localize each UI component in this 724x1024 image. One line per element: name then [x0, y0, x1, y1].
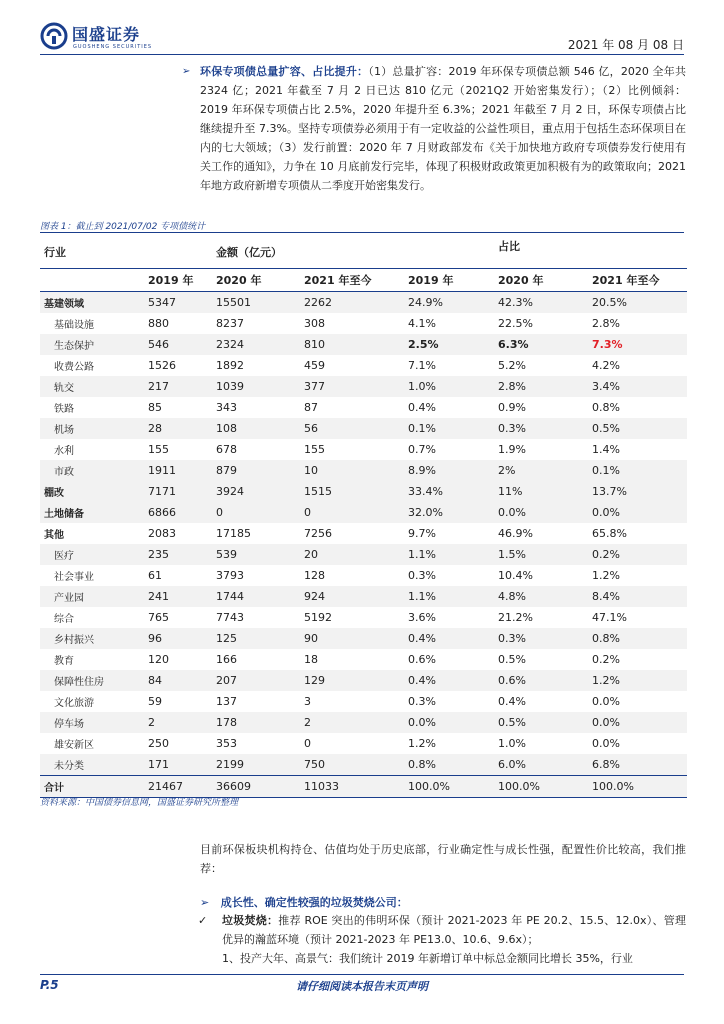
share-cell: 33.4%	[404, 481, 494, 502]
amount-cell: 0	[212, 502, 300, 523]
share-cell: 8.4%	[588, 586, 687, 607]
amount-cell: 377	[300, 376, 404, 397]
share-cell: 0.2%	[588, 544, 687, 565]
amount-cell: 353	[216, 737, 237, 750]
sub-heading: 成长性、确定性较强的垃圾焚烧公司：	[220, 896, 408, 909]
header-share: 占比	[498, 240, 520, 253]
header-amount: 金额（亿元）	[216, 246, 282, 259]
amount-cell: 765	[148, 611, 169, 624]
table-row	[40, 334, 687, 355]
logo-text: 国盛证券	[72, 25, 141, 44]
footer-divider	[40, 974, 684, 975]
share-cell: 100.0%	[404, 776, 494, 798]
share-cell: 0.3%	[408, 695, 436, 708]
share-cell: 9.7%	[408, 527, 436, 540]
table-row	[40, 691, 687, 712]
share-cell: 1.5%	[494, 544, 588, 565]
row-label: 综合	[54, 614, 74, 625]
table-row	[40, 712, 687, 733]
row-label: 教育	[54, 656, 74, 667]
amount-cell: 924	[300, 586, 404, 607]
row-label: 轨交	[40, 376, 144, 397]
amount-cell: 36609	[212, 776, 300, 798]
header-year: 2020 年	[212, 269, 300, 292]
table-row	[40, 607, 687, 628]
share-cell: 1.2%	[408, 737, 436, 750]
row-label: 水利	[54, 446, 74, 457]
amount-cell: 84	[144, 670, 212, 691]
share-cell: 2.8%	[592, 317, 620, 330]
amount-cell: 171	[144, 754, 212, 776]
share-cell: 1.9%	[498, 443, 526, 456]
share-cell: 0.8%	[404, 754, 494, 776]
share-cell: 0.4%	[408, 401, 436, 414]
amount-cell: 241	[144, 586, 212, 607]
amount-cell: 120	[148, 653, 169, 666]
page-number: P.5	[40, 978, 59, 992]
share-cell: 0.4%	[404, 670, 494, 691]
share-cell: 47.1%	[592, 611, 627, 624]
intro-body: （1）总量扩容：2019 年环保专项债总额 546 亿，2020 全年共 2324 亿；2021 年截至 7 月 2 日已达 810 亿元（2021Q2 开始密集发行）；（2）比例倾斜：2019 年环保专项债占比 2.5%，2020 年提升至 6.3%；2021 年截至 7 月 2 日，环保专项债占比继续提升至 7.3%。坚持专项债券必须用于有一定收益的公益性项目，重点用于包括生态环保项目在内的七大领域；（3）发行前置：2020 年 7 月财政部发布《关于加快地方政府专项债券发行使用有关工作的通知》，力争在 10 月底前发行完毕，体现了积极财政政策更加积极有为的政策取向；2021 年地方政府新增专项债从二季度开始密集发行。	[200, 65, 686, 192]
amount-cell: 137	[216, 695, 237, 708]
row-label: 基建领域	[40, 292, 144, 314]
share-cell: 0.4%	[498, 695, 526, 708]
share-cell: 6.3%	[494, 334, 588, 355]
share-cell: 0.7%	[408, 443, 436, 456]
share-cell: 2%	[494, 460, 588, 481]
header-divider	[40, 54, 684, 55]
amount-cell: 217	[144, 376, 212, 397]
amount-cell: 6866	[144, 502, 212, 523]
amount-cell: 539	[212, 544, 300, 565]
share-cell: 7.3%	[588, 334, 687, 355]
item-label: 垃圾焚烧：	[222, 914, 279, 927]
header-year: 2019 年	[404, 269, 494, 292]
share-cell: 0.3%	[408, 569, 436, 582]
share-cell: 0.1%	[588, 460, 687, 481]
row-label: 产业园	[40, 586, 144, 607]
share-cell: 0.9%	[498, 401, 526, 414]
row-label: 基础设施	[54, 320, 94, 331]
share-cell: 2.8%	[494, 376, 588, 397]
share-cell: 0.1%	[404, 418, 494, 439]
table-row	[40, 586, 687, 607]
amount-cell: 678	[216, 443, 237, 456]
amount-cell: 879	[212, 460, 300, 481]
amount-cell: 235	[144, 544, 212, 565]
share-cell: 0.4%	[404, 628, 494, 649]
table-body	[40, 292, 687, 798]
intro-heading: 环保专项债总量扩容、占比提升：	[200, 65, 369, 78]
share-cell: 0.3%	[494, 628, 588, 649]
share-cell: 0.3%	[494, 418, 588, 439]
header-year: 2021 年至今	[300, 269, 404, 292]
amount-cell: 96	[144, 628, 212, 649]
header-year: 2020 年	[494, 269, 588, 292]
table-row	[40, 502, 687, 523]
amount-cell: 108	[212, 418, 300, 439]
amount-cell: 61	[148, 569, 162, 582]
amount-cell: 0	[300, 502, 404, 523]
bond-statistics-table	[40, 236, 687, 798]
amount-cell: 59	[148, 695, 162, 708]
amount-cell: 343	[216, 401, 237, 414]
row-label: 医疗	[40, 544, 144, 565]
row-label: 生态保护	[40, 334, 144, 355]
share-cell: 24.9%	[404, 292, 494, 314]
amount-cell: 18	[304, 653, 318, 666]
amount-cell: 207	[212, 670, 300, 691]
table-header-year-row	[40, 269, 687, 292]
share-cell: 0.0%	[588, 502, 687, 523]
amount-cell: 87	[304, 401, 318, 414]
report-date: 2021 年 08 月 08 日	[567, 38, 684, 52]
share-cell: 10.4%	[498, 569, 533, 582]
amount-cell: 1515	[300, 481, 404, 502]
amount-cell: 5192	[304, 611, 332, 624]
amount-cell: 1039	[212, 376, 300, 397]
share-cell: 4.8%	[494, 586, 588, 607]
row-label: 停车场	[40, 712, 144, 733]
amount-cell: 125	[212, 628, 300, 649]
share-cell: 0.8%	[588, 628, 687, 649]
table-row	[40, 397, 687, 418]
amount-cell: 56	[300, 418, 404, 439]
share-cell: 8.9%	[404, 460, 494, 481]
table-row	[40, 670, 687, 691]
row-label: 土地储备	[40, 502, 144, 523]
arrow-bullet-icon: ➢	[200, 896, 210, 909]
share-cell: 0.6%	[494, 670, 588, 691]
share-cell: 1.4%	[592, 443, 620, 456]
row-label: 其他	[44, 530, 64, 541]
table-row	[40, 376, 687, 397]
amount-cell: 2324	[212, 334, 300, 355]
share-cell: 1.2%	[588, 670, 687, 691]
amount-cell: 2	[144, 712, 212, 733]
logo-subtext: GUOSHENG SECURITIES	[73, 44, 153, 50]
amount-cell: 90	[300, 628, 404, 649]
amount-cell: 7171	[144, 481, 212, 502]
amount-cell: 810	[300, 334, 404, 355]
table-row	[40, 292, 687, 314]
share-cell: 1.2%	[592, 569, 620, 582]
share-cell: 11%	[494, 481, 588, 502]
share-cell: 32.0%	[404, 502, 494, 523]
table-caption: 图表 1：截止到 2021/07/02 专项债统计	[40, 222, 206, 232]
share-cell: 0.0%	[494, 502, 588, 523]
row-label: 社会事业	[54, 572, 94, 583]
table-header-group-row	[40, 236, 687, 269]
row-label: 文化旅游	[54, 698, 94, 709]
amount-cell: 1892	[216, 359, 244, 372]
table-row	[40, 355, 687, 376]
amount-cell: 155	[148, 443, 169, 456]
amount-cell: 2262	[300, 292, 404, 314]
row-label: 合计	[40, 776, 144, 798]
item-text: 推荐 ROE 突出的伟明环保（预计 2021-2023 年 PE 20.2、15.5、12.0x）、管理优异的瀚蓝环境（预计 2021-2023 年 PE13.0、10.6、9.6x）；	[222, 914, 687, 946]
share-cell: 0.0%	[592, 695, 620, 708]
amount-cell: 129	[300, 670, 404, 691]
amount-cell: 546	[144, 334, 212, 355]
amount-cell: 28	[144, 418, 212, 439]
amount-cell: 0	[304, 737, 311, 750]
share-cell: 7.1%	[408, 359, 436, 372]
share-cell: 21.2%	[498, 611, 533, 624]
header-year: 2019 年	[144, 269, 212, 292]
share-cell: 6.0%	[494, 754, 588, 776]
share-cell: 100.0%	[588, 776, 687, 798]
amount-cell: 15501	[212, 292, 300, 314]
amount-cell: 880	[148, 317, 169, 330]
intro-paragraph	[182, 62, 686, 195]
share-cell: 6.8%	[588, 754, 687, 776]
item-continuation: 1、投产大年、高景气：我们统计 2019 年新增订单中标总金额同比增长 35%，行业	[222, 952, 633, 965]
table-row	[40, 481, 687, 502]
amount-cell: 5347	[144, 292, 212, 314]
share-cell: 0.5%	[498, 653, 526, 666]
table-row	[40, 313, 687, 334]
share-cell: 65.8%	[592, 527, 627, 540]
recommendation-paragraph: 目前环保板块机构持仓、估值均处于历史底部，行业确定性与成长性强，配置性价比较高，我们推荐：	[200, 843, 686, 875]
table-row	[40, 565, 687, 586]
amount-cell: 2083	[148, 527, 176, 540]
share-cell: 0.0%	[404, 712, 494, 733]
sub-heading-row	[200, 894, 408, 910]
share-cell: 20.5%	[588, 292, 687, 314]
amount-cell: 2	[300, 712, 404, 733]
share-cell: 0.2%	[592, 653, 620, 666]
header-industry: 行业	[44, 246, 66, 259]
amount-cell: 85	[148, 401, 162, 414]
amount-cell: 8237	[216, 317, 244, 330]
amount-cell: 11033	[300, 776, 404, 798]
table-row	[40, 460, 687, 481]
amount-cell: 178	[212, 712, 300, 733]
amount-cell: 1526	[148, 359, 176, 372]
amount-cell: 3793	[216, 569, 244, 582]
share-cell: 0.5%	[494, 712, 588, 733]
row-label: 雄安新区	[54, 740, 94, 751]
incineration-item	[200, 911, 686, 949]
table-row	[40, 544, 687, 565]
amount-cell: 250	[148, 737, 169, 750]
caption-divider	[40, 232, 684, 233]
logo-mark-icon	[40, 22, 68, 50]
amount-cell: 166	[216, 653, 237, 666]
row-label: 乡村振兴	[40, 628, 144, 649]
table-source: 资料来源：中国债券信息网，国盛证券研究所整理	[40, 798, 239, 808]
row-label: 铁路	[54, 404, 74, 415]
row-label: 收费公路	[54, 362, 94, 373]
amount-cell: 7256	[304, 527, 332, 540]
table-row	[40, 628, 687, 649]
share-cell: 3.4%	[588, 376, 687, 397]
amount-cell: 17185	[216, 527, 251, 540]
row-label: 未分类	[40, 754, 144, 776]
table-row	[40, 649, 687, 670]
amount-cell: 3924	[212, 481, 300, 502]
share-cell: 0.6%	[408, 653, 436, 666]
share-cell: 1.0%	[498, 737, 526, 750]
check-icon: ✓	[198, 914, 208, 927]
row-label: 棚改	[40, 481, 144, 502]
share-cell: 100.0%	[494, 776, 588, 798]
header-year: 2021 年至今	[588, 269, 687, 292]
table-row	[40, 439, 687, 460]
share-cell: 22.5%	[498, 317, 533, 330]
share-cell: 3.6%	[408, 611, 436, 624]
share-cell: 0.5%	[588, 418, 687, 439]
share-cell: 4.2%	[592, 359, 620, 372]
amount-cell: 7743	[216, 611, 244, 624]
share-cell: 4.1%	[408, 317, 436, 330]
amount-cell: 10	[300, 460, 404, 481]
row-label: 市政	[40, 460, 144, 481]
amount-cell: 308	[304, 317, 325, 330]
share-cell: 13.7%	[588, 481, 687, 502]
share-cell: 0.0%	[588, 712, 687, 733]
amount-cell: 459	[304, 359, 325, 372]
share-cell: 0.8%	[592, 401, 620, 414]
amount-cell: 128	[304, 569, 325, 582]
share-cell: 46.9%	[498, 527, 533, 540]
amount-cell: 155	[304, 443, 325, 456]
amount-cell: 21467	[144, 776, 212, 798]
amount-cell: 750	[300, 754, 404, 776]
row-label: 保障性住房	[40, 670, 144, 691]
share-cell: 2.5%	[404, 334, 494, 355]
amount-cell: 3	[304, 695, 311, 708]
arrow-bullet-icon: ➢	[182, 66, 191, 77]
table-row	[40, 754, 687, 776]
share-cell: 1.0%	[404, 376, 494, 397]
share-cell: 1.1%	[404, 544, 494, 565]
amount-cell: 1911	[144, 460, 212, 481]
amount-cell: 1744	[212, 586, 300, 607]
table-row	[40, 418, 687, 439]
share-cell: 5.2%	[498, 359, 526, 372]
share-cell: 0.0%	[592, 737, 620, 750]
company-logo	[40, 18, 160, 58]
amount-cell: 2199	[212, 754, 300, 776]
row-label: 机场	[40, 418, 144, 439]
disclaimer-note: 请仔细阅读本报告末页声明	[296, 980, 428, 993]
table-row	[40, 523, 687, 544]
share-cell: 1.1%	[404, 586, 494, 607]
table-row	[40, 733, 687, 754]
amount-cell: 20	[300, 544, 404, 565]
share-cell: 42.3%	[494, 292, 588, 314]
